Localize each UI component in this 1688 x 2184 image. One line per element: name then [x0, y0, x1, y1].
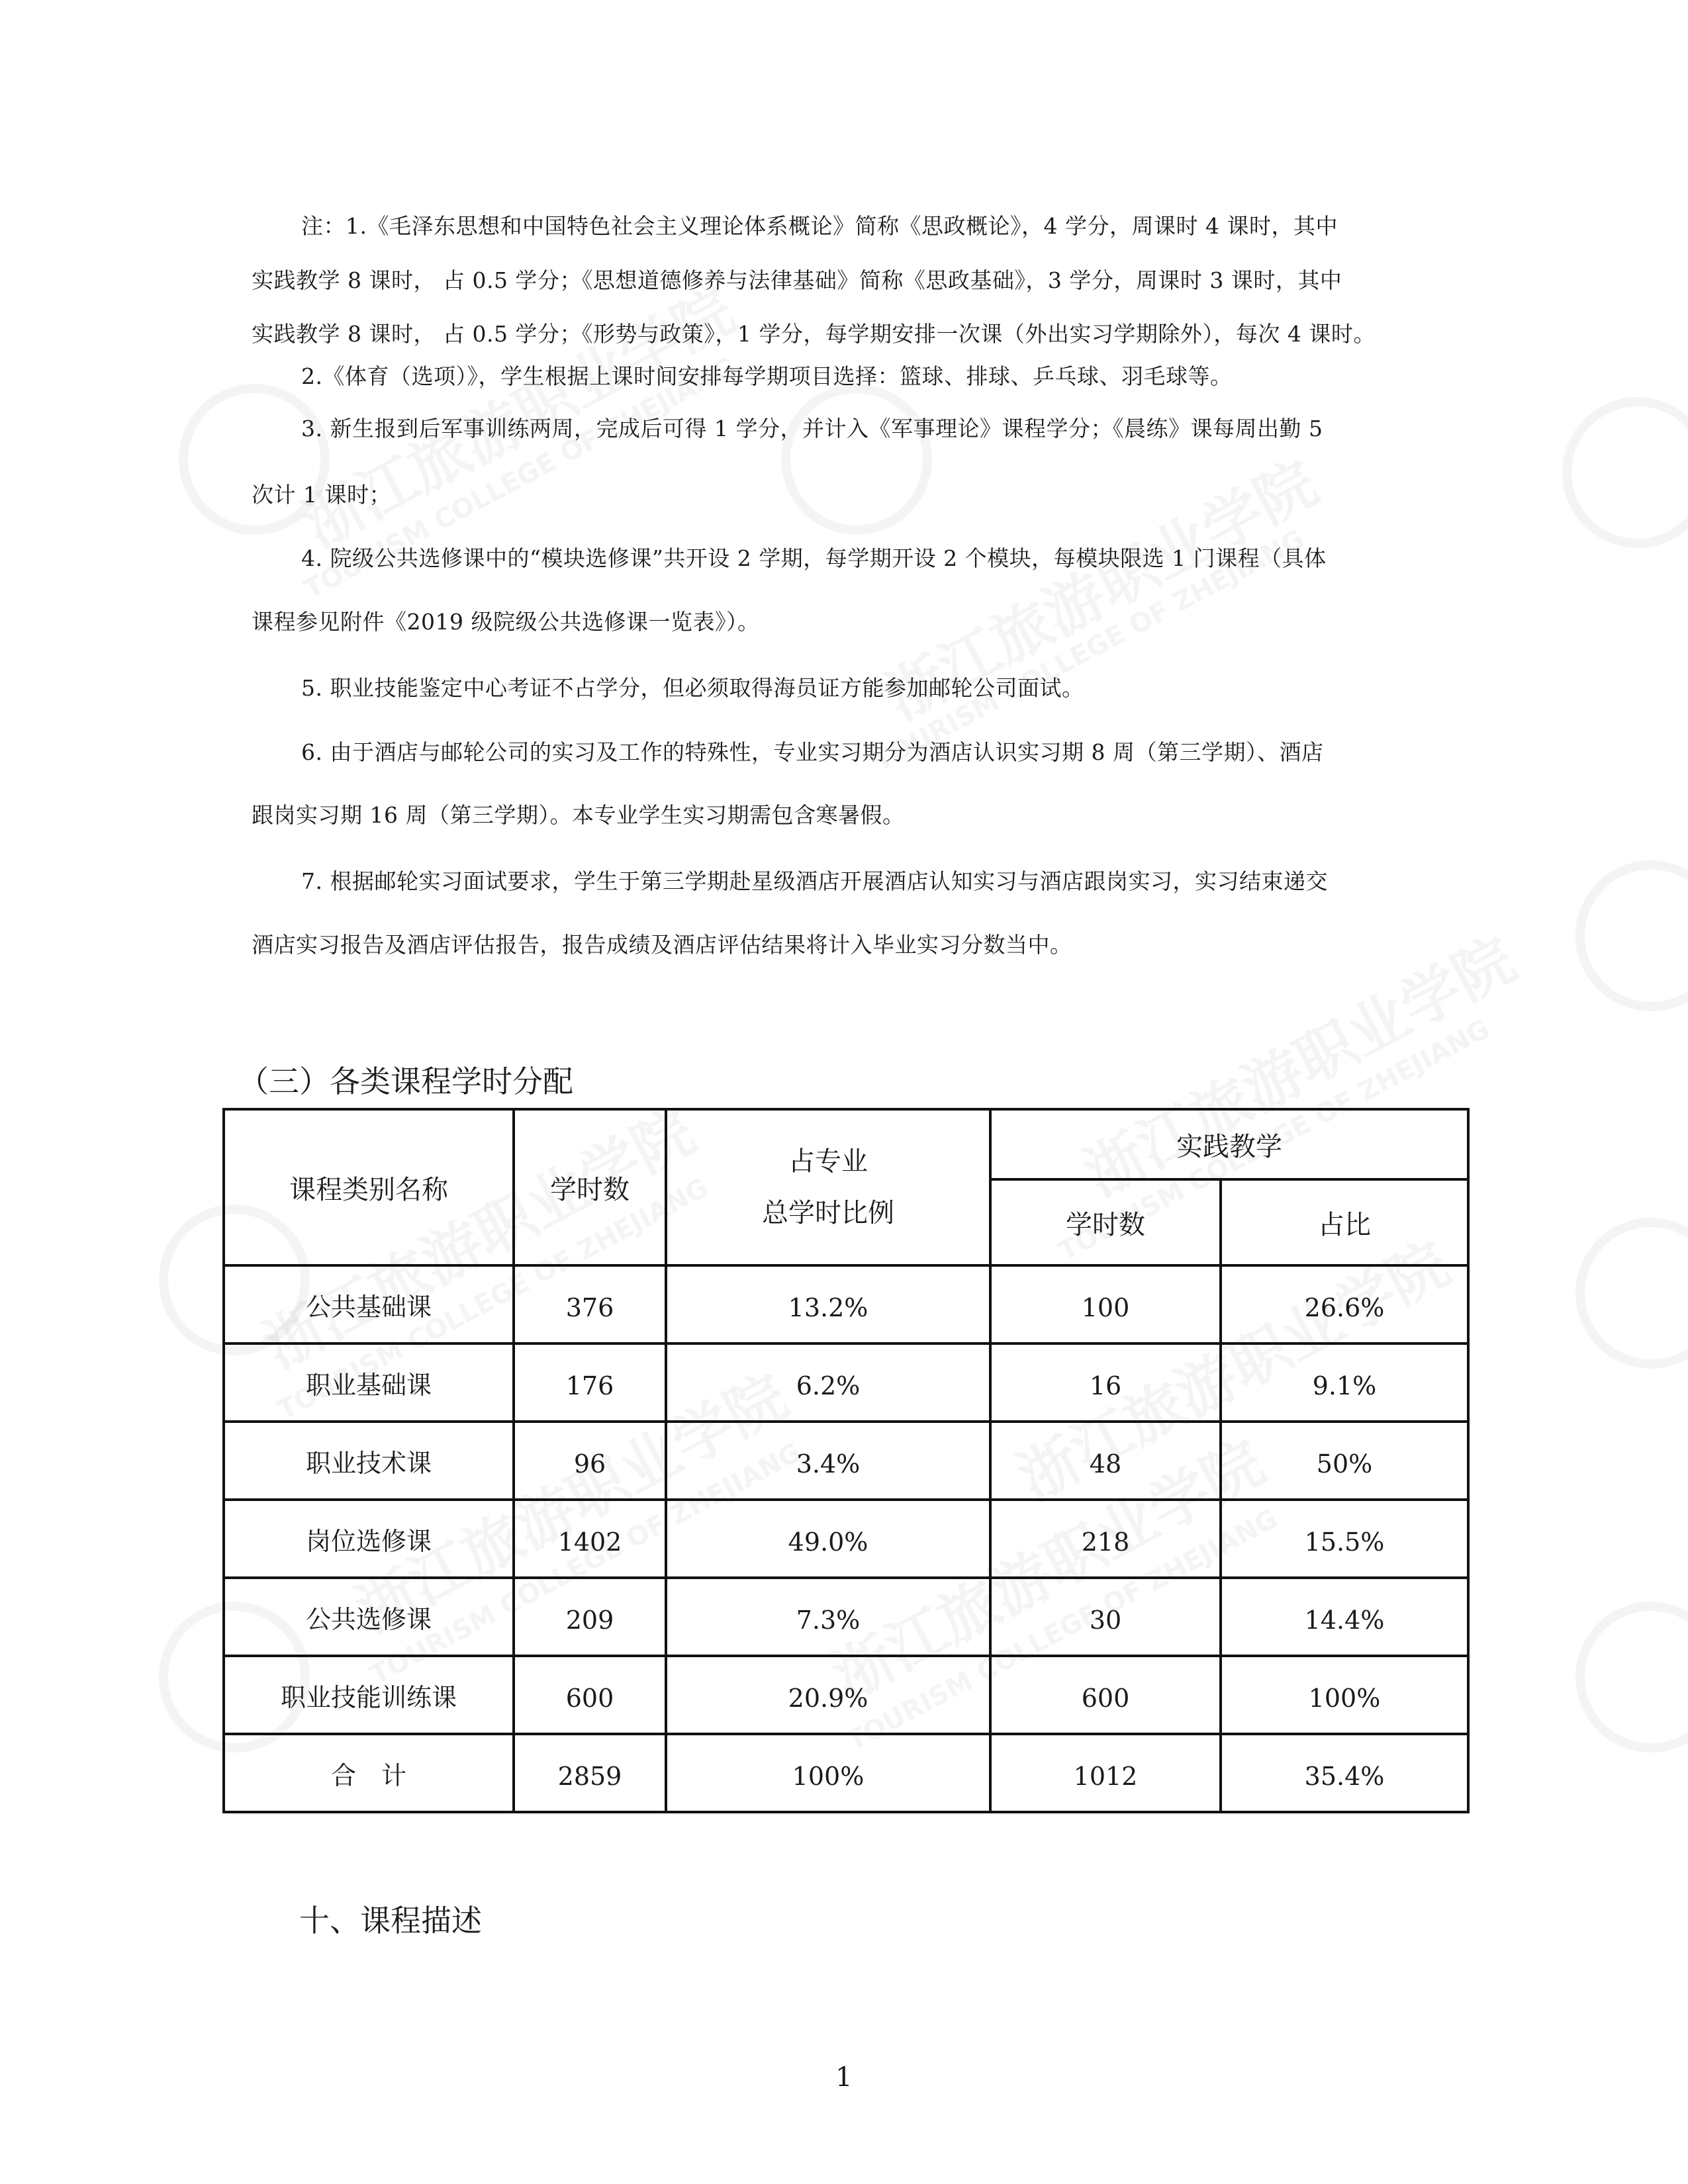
row-category: 职业基础课 — [224, 1343, 514, 1422]
note-line-5: 3. 新生报到后军事训练两周，完成后可得 1 学分，并计入《军事理论》课程学分；《晨练》课每周出勤 5 — [301, 416, 1323, 441]
header-ratio-line1: 占专业 — [788, 1146, 868, 1177]
table-row — [224, 1656, 1468, 1734]
header-ratio — [666, 1109, 990, 1265]
page-number: 1 — [835, 2062, 853, 2093]
row-ratio: 13.2% — [666, 1265, 990, 1343]
table-row — [224, 1500, 1468, 1578]
row-ratio: 3.4% — [666, 1422, 990, 1500]
watermark-seal-icon — [179, 384, 330, 535]
watermark-seal-icon — [1575, 1602, 1688, 1752]
section-title-course-description: 十、课程描述 — [299, 1903, 482, 1938]
row-practice-ratio: 26.6% — [1221, 1265, 1468, 1343]
header-practice: 实践教学 — [990, 1109, 1468, 1179]
header-practice-hours: 学时数 — [990, 1179, 1221, 1265]
row-hours: 176 — [514, 1343, 666, 1422]
header-practice-ratio: 占比 — [1221, 1179, 1468, 1265]
row-hours: 600 — [514, 1656, 666, 1734]
row-hours: 2859 — [514, 1734, 666, 1812]
note-line-13: 酒店实习报告及酒店评估报告，报告成绩及酒店评估结果将计入毕业实习分数当中。 — [252, 932, 1072, 958]
header-category: 课程类别名称 — [224, 1109, 514, 1265]
note-line-11: 跟岗实习期 16 周（第三学期）。本专业学生实习期需包含寒暑假。 — [252, 802, 905, 828]
row-practice-hours: 218 — [990, 1500, 1221, 1578]
table-row — [224, 1343, 1468, 1422]
watermark-seal-icon — [1562, 397, 1688, 548]
note-line-7: 4. 院级公共选修课中的“模块选修课”共开设 2 学期，每学期开设 2 个模块，每模块限选 1 门课程（具体 — [301, 545, 1327, 571]
table-row — [224, 1734, 1468, 1812]
row-practice-ratio: 14.4% — [1221, 1578, 1468, 1656]
course-hours-table — [222, 1108, 1470, 1813]
watermark-seal-icon — [1575, 860, 1688, 1011]
header-ratio-line2: 总学时比例 — [762, 1198, 894, 1228]
row-category: 公共选修课 — [224, 1578, 514, 1656]
row-hours: 376 — [514, 1265, 666, 1343]
row-practice-hours: 600 — [990, 1656, 1221, 1734]
row-practice-hours: 16 — [990, 1343, 1221, 1422]
watermark-text — [286, 264, 747, 564]
note-line-4: 2.《体育（选项）》，学生根据上课时间安排每学期项目选择：篮球、排球、乒乓球、羽毛球等。 — [301, 363, 1233, 389]
row-category: 合 计 — [224, 1734, 514, 1812]
row-practice-ratio: 50% — [1221, 1422, 1468, 1500]
note-line-3: 实践教学 8 课时， 占 0.5 学分；《形势与政策》，1 学分，每学期安排一次课（外出实习学期除外），每次 4 课时。 — [252, 321, 1376, 347]
row-practice-ratio: 100% — [1221, 1656, 1468, 1734]
note-line-2: 实践教学 8 课时， 占 0.5 学分；《思想道德修养与法律基础》简称《思政基础》，3 学分，周课时 3 课时，其中 — [252, 267, 1342, 293]
note-line-10: 6. 由于酒店与邮轮公司的实习及工作的特殊性，专业实习期分为酒店认识实习期 8 周（第三学期）、酒店 — [301, 739, 1324, 765]
note-line-1: 注：1.《毛泽东思想和中国特色社会主义理论体系概论》简称《思政概论》，4 学分，周课时 4 课时，其中 — [301, 213, 1338, 239]
row-ratio: 7.3% — [666, 1578, 990, 1656]
row-practice-hours: 1012 — [990, 1734, 1221, 1812]
row-practice-hours: 100 — [990, 1265, 1221, 1343]
row-ratio: 49.0% — [666, 1500, 990, 1578]
row-hours: 209 — [514, 1578, 666, 1656]
table-row — [224, 1578, 1468, 1656]
note-line-8: 课程参见附件《2019 级院级公共选修课一览表》）。 — [252, 609, 760, 635]
row-practice-hours: 30 — [990, 1578, 1221, 1656]
note-line-12: 7. 根据邮轮实习面试要求，学生于第三学期赴星级酒店开展酒店认知实习与酒店跟岗实习，实习结束递交 — [301, 868, 1328, 894]
row-category: 岗位选修课 — [224, 1500, 514, 1578]
row-hours: 96 — [514, 1422, 666, 1500]
table-row — [224, 1265, 1468, 1343]
row-ratio: 6.2% — [666, 1343, 990, 1422]
table-row — [224, 1422, 1468, 1500]
section-title-course-hours: （三）各类课程学时分配 — [238, 1064, 573, 1099]
row-ratio: 100% — [666, 1734, 990, 1812]
row-category: 职业技能训练课 — [224, 1656, 514, 1734]
row-practice-hours: 48 — [990, 1422, 1221, 1500]
row-practice-ratio: 35.4% — [1221, 1734, 1468, 1812]
row-practice-ratio: 15.5% — [1221, 1500, 1468, 1578]
header-hours: 学时数 — [514, 1109, 666, 1265]
note-line-9: 5. 职业技能鉴定中心考证不占学分，但必须取得海员证方能参加邮轮公司面试。 — [301, 675, 1084, 701]
row-category: 职业技术课 — [224, 1422, 514, 1500]
watermark-seal-icon — [1575, 1218, 1688, 1369]
row-hours: 1402 — [514, 1500, 666, 1578]
note-line-6: 次计 1 课时； — [252, 482, 391, 508]
row-category: 公共基础课 — [224, 1265, 514, 1343]
row-practice-ratio: 9.1% — [1221, 1343, 1468, 1422]
row-ratio: 20.9% — [666, 1656, 990, 1734]
watermark-seal-icon — [781, 384, 932, 535]
